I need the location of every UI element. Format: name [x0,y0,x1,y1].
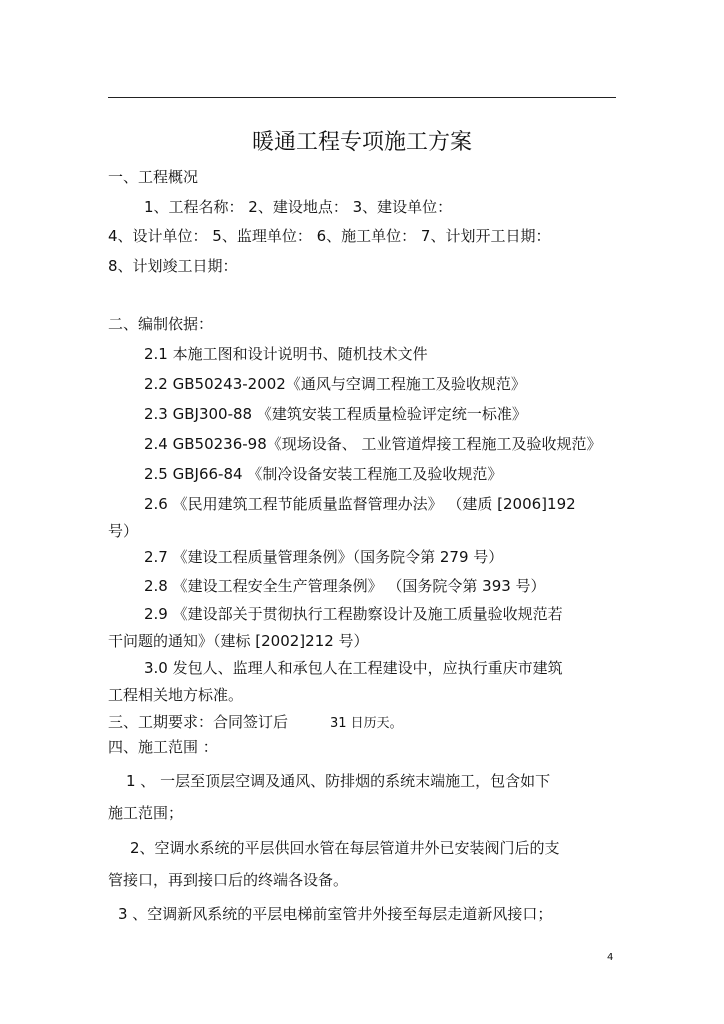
paragraph-line: 2.1 本施工图和设计说明书、随机技术文件 [144,345,428,363]
paragraph-line: 号） [108,522,139,540]
paragraph-line: 施工范围； [108,804,184,822]
section-heading-basis: 二、编制依据： [108,315,214,333]
header-rule [108,97,616,98]
paragraph-line: 2、空调水系统的平层供回水管在每层管道井外已安装阀门后的支 [130,839,560,857]
paragraph-line: 2.3 GBJ300-88 《建筑安装工程质量检验评定统一标准》 [144,405,527,423]
schedule-duration: 31 日历天。 [330,716,403,731]
paragraph-line: 2.2 GB50243-2002《通风与空调工程施工及验收规范》 [144,375,526,393]
paragraph-line: 管接口，再到接口后的终端各设备。 [108,871,349,889]
paragraph-line: 工程相关地方标准。 [108,686,244,704]
paragraph-line: 3.0 发包人、监理人和承包人在工程建设中，应执行重庆市建筑 [144,659,563,677]
paragraph-line: 4、设计单位： 5、监理单位： 6、施工单位： 7、计划开工日期： [108,227,551,245]
paragraph-line: 2.6 《民用建筑工程节能质量监督管理办法》 （建质 [2006]192 [144,495,576,513]
section-heading-schedule: 三、工期要求：合同签订后 [108,713,289,731]
paragraph-line: 干问题的通知》（建标 [2002]212 号） [108,632,369,650]
page-number: 4 [607,952,614,963]
paragraph-line: 2.5 GBJ66-84 《制冷设备安装工程施工及验收规范》 [144,465,503,483]
paragraph-line: 1、工程名称： 2、建设地点： 3、建设单位： [144,198,453,216]
paragraph-line: 3 、空调新风系统的平层电梯前室管井外接至每层走道新风接口； [118,905,553,923]
paragraph-line: 2.9 《建设部关于贯彻执行工程勘察设计及施工质量验收规范若 [144,605,563,623]
document-title: 暖通工程专项施工方案 [251,130,472,155]
paragraph-line: 2.8 《建设工程安全生产管理条例》 （国务院令第 393 号） [144,577,546,595]
paragraph-line: 8、计划竣工日期： [108,257,238,275]
paragraph-line: 2.4 GB50236-98《现场设备、 工业管道焊接工程施工及验收规范》 [144,435,602,453]
paragraph-line: 1 、 一层至顶层空调及通风、防排烟的系统末端施工，包含如下 [126,772,551,790]
section-heading-scope: 四、施工范围 ： [108,738,218,756]
section-heading-overview: 一、工程概况 [108,168,199,186]
paragraph-line: 2.7 《建设工程质量管理条例》（国务院令第 279 号） [144,548,504,566]
